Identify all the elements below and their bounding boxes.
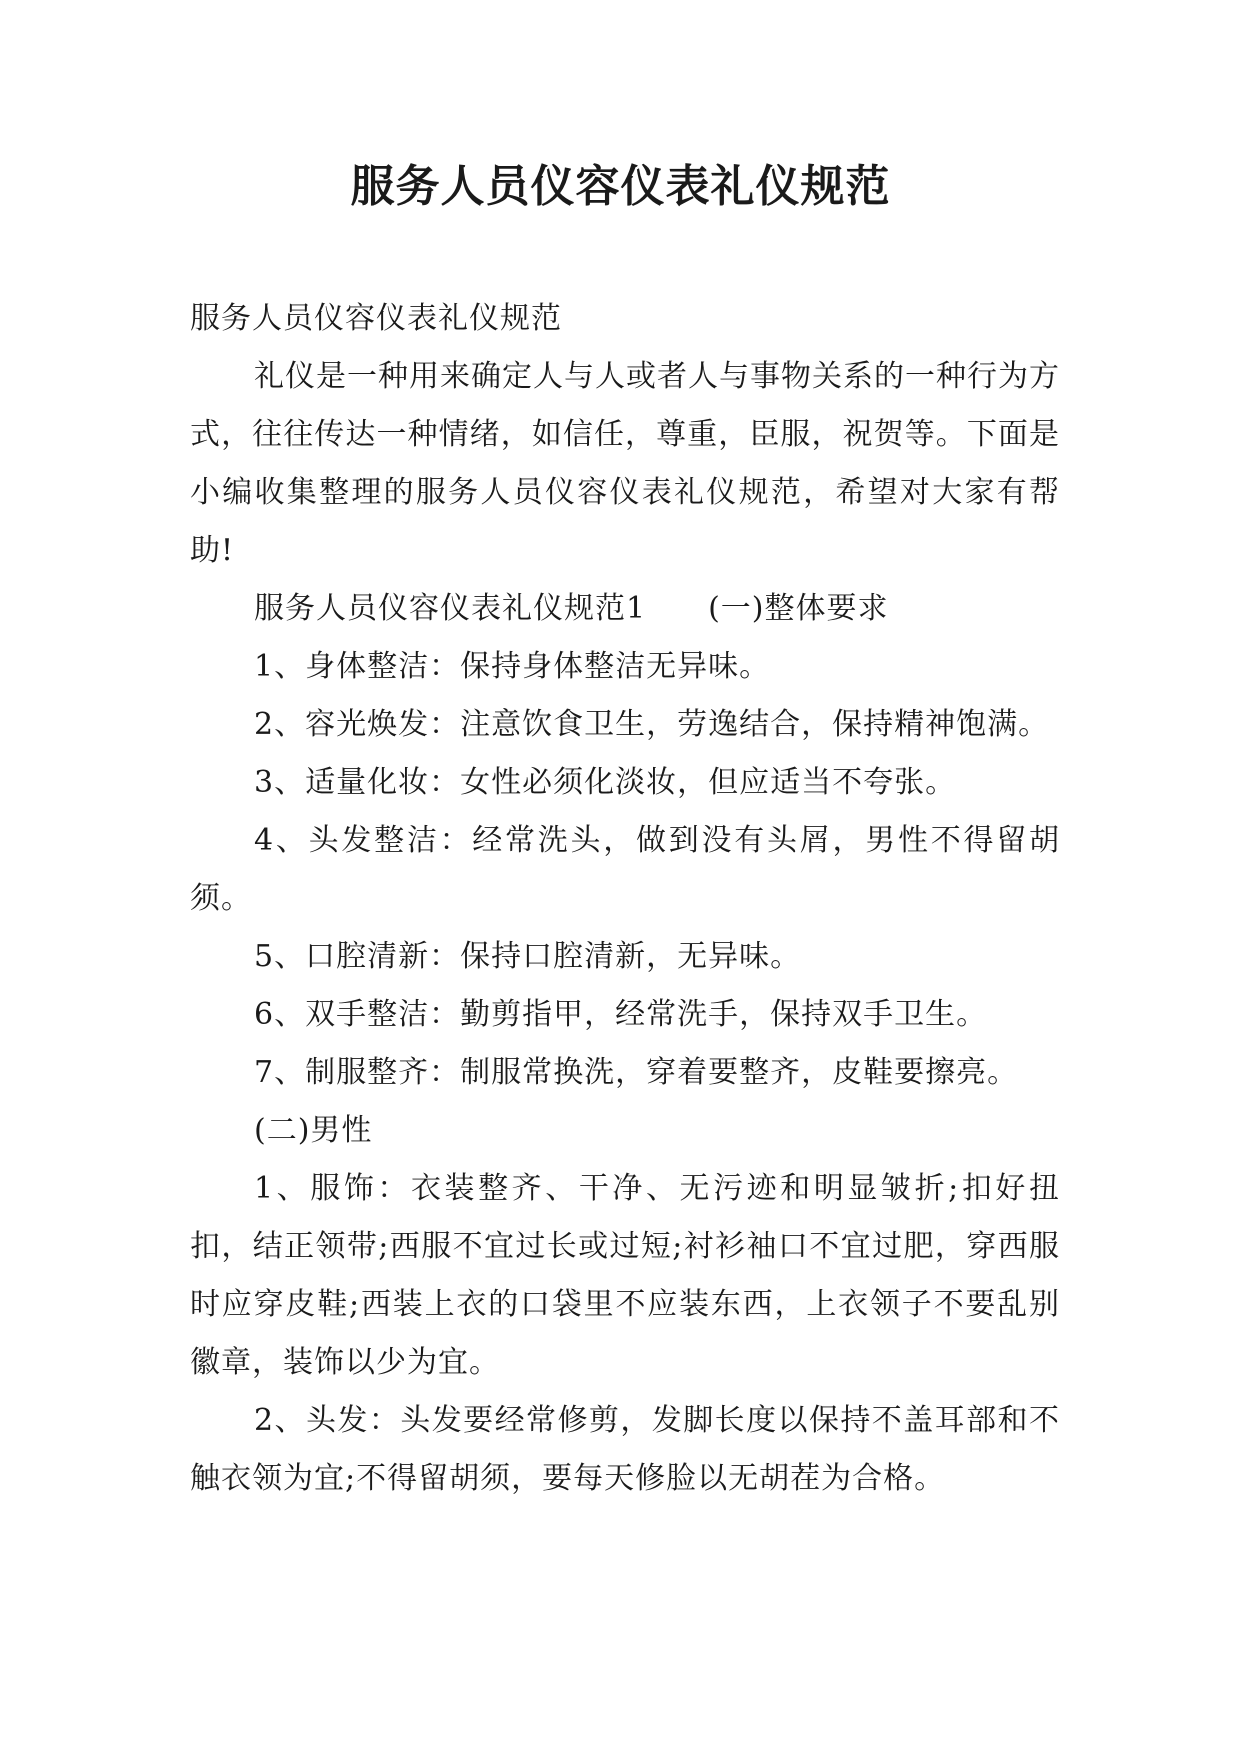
paragraph-item-7: 7、制服整齐：制服常换洗，穿着要整齐，皮鞋要擦亮。 [254,1055,1019,1090]
document-body [190,290,1060,1508]
paragraph-item-4: 4、头发整洁：经常洗头，做到没有头屑，男性不得留胡须。 [190,823,1060,916]
paragraph-male-2: 2、头发：头发要经常修剪，发脚长度以保持不盖耳部和不触衣领为宜;不得留胡须，要每天修脸以无胡茬为合格。 [190,1403,1060,1496]
paragraph-item-3: 3、适量化妆：女性必须化淡妆，但应适当不夸张。 [254,765,957,800]
paragraph-section-1: 服务人员仪容仪表礼仪规范1 (一)整体要求 [254,591,889,626]
paragraph-section-2: (二)男性 [254,1113,373,1148]
paragraph-item-5: 5、口腔清新：保持口腔清新，无异味。 [254,939,802,974]
paragraph-intro: 礼仪是一种用来确定人与人或者人与事物关系的一种行为方式，往往传达一种情绪，如信任，尊重，臣服，祝贺等。下面是小编收集整理的服务人员仪容仪表礼仪规范，希望对大家有帮助! [190,359,1060,568]
paragraph-item-6: 6、双手整洁：勤剪指甲，经常洗手，保持双手卫生。 [254,997,988,1032]
paragraph-item-2: 2、容光焕发：注意饮食卫生，劳逸结合，保持精神饱满。 [254,707,1050,742]
paragraph-male-1: 1、服饰：衣装整齐、干净、无污迹和明显皱折;扣好扭扣，结正领带;西服不宜过长或过短;衬衫袖口不宜过肥，穿西服时应穿皮鞋;西装上衣的口袋里不应装东西，上衣领子不要乱别徽章，装饰以少为宜。 [190,1171,1060,1380]
paragraph-heading: 服务人员仪容仪表礼仪规范 [190,301,562,336]
document-title: 服务人员仪容仪表礼仪规范 [350,161,891,212]
paragraph-item-1: 1、身体整洁：保持身体整洁无异味。 [254,649,771,684]
